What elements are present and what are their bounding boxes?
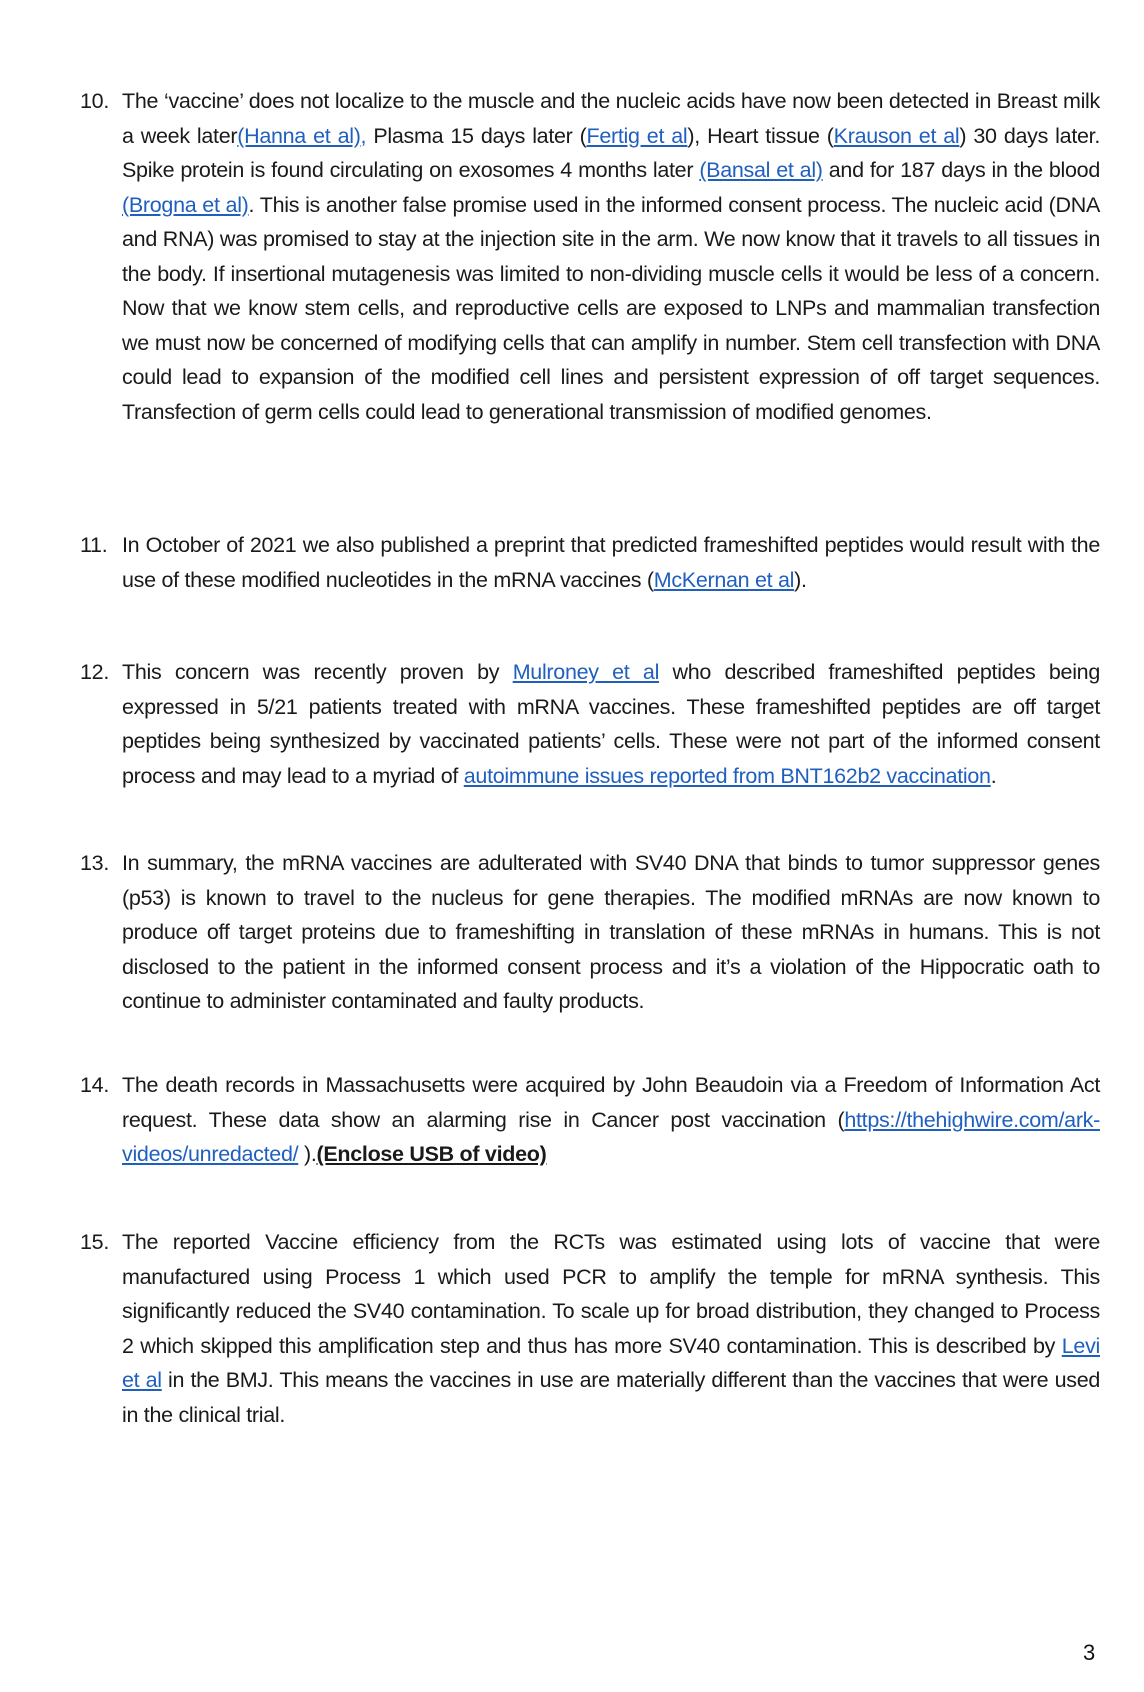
link-highwire-unredacted[interactable]: https://thehighwire.com/ark-videos/unredacted/ xyxy=(122,1107,1100,1166)
link-krauson-et-al[interactable]: Krauson et al xyxy=(833,123,960,148)
enclose-usb-note: (Enclose USB of video) xyxy=(316,1142,547,1166)
item-number: 11. xyxy=(80,533,108,557)
item-text xyxy=(122,84,1100,429)
link-bansal-et-al[interactable]: (Bansal et al) xyxy=(699,158,823,182)
item-text xyxy=(122,528,1100,597)
text-run: The reported Vaccine efficiency from the RCTs was estimated using lots of vaccine that were manufactured using Process 1 which used PCR to amplify the temple for mRNA synthesis. This significantly reduced the SV40 contamination. To scale up for broad distribution, they changed to Process 2 which skipped this amplification step and thus has more SV40 contamination. This is described by xyxy=(122,1230,1100,1358)
text-run: The ‘vaccine’ does not localize to the muscle and the nucleic acids have now been detected in Breast milk a week later xyxy=(122,89,1100,148)
text-run: . xyxy=(990,763,997,788)
text-run: ). xyxy=(794,567,807,592)
text-run: ) 30 days later. Spike protein is found circulating on exosomes 4 months later xyxy=(122,123,1100,182)
text-run: In October of 2021 we also published a preprint that predicted frameshifted peptides would result with the use of these modified nucleotides in the mRNA vaccines ( xyxy=(122,533,1100,592)
text-run: This concern was recently proven by xyxy=(122,660,513,684)
item-text xyxy=(122,655,1100,793)
text-run: in the BMJ. This means the vaccines in use are materially different than the vaccines that were used in the clinical trial. xyxy=(122,1368,1101,1427)
item-text: In summary, the mRNA vaccines are adulterated with SV40 DNA that binds to tumor suppressor genes (p53) is known to travel to the nucleus for gene therapies. The modified mRNAs are now known to produce off target proteins due to frameshifting in translation of these mRNAs in humans. This is not disclosed to the patient in the informed consent process and it’s a violation of the Hippocratic oath to continue to administer contaminated and faulty products. xyxy=(122,851,1100,1013)
item-number: 10. xyxy=(80,89,109,113)
link-levi-et-al[interactable]: Levi et al xyxy=(122,1333,1100,1392)
list-item-10 xyxy=(80,84,1100,429)
link-brogna-et-al[interactable]: (Brogna et al) xyxy=(122,192,249,217)
text-run: Plasma 15 days later ( xyxy=(366,123,587,148)
list-item-14 xyxy=(80,1068,1130,1172)
item-number: 14. xyxy=(80,1073,109,1097)
item-number: 12. xyxy=(80,660,109,684)
text-run: The death records in Massachusetts were acquired by John Beaudoin via a Freedom of Information Act request. These data show an alarming rise in Cancer post vaccination ( xyxy=(122,1073,1100,1132)
link-mckernan-et-al[interactable]: McKernan et al xyxy=(653,567,795,592)
text-run: . This is another false promise used in the informed consent process. The nucleic acid (DNA and RNA) was promised to stay at the injection site in the arm. We now know that it travels to all tissues in the body. If insertional mutagenesis was limited to non-dividing muscle cells it would be less of a concern. Now that we know stem cells, and reproductive cells are exposed to LNPs and mammalian transfection we must now be concerned of modifying cells that can amplify in number. Stem cell transfection with DNA could lead to expansion of the modified cell lines and persistent expression of off target sequences. Transfection of germ cells could lead to generational transmission of modified genomes. xyxy=(122,192,1100,424)
text-run: ). xyxy=(298,1142,317,1166)
link-hanna-et-al[interactable]: (Hanna et al), xyxy=(237,123,367,148)
list-item-13 xyxy=(80,846,1100,1019)
list-item-15 xyxy=(80,1225,1100,1432)
link-mulroney-et-al[interactable]: Mulroney et al xyxy=(512,660,660,684)
link-autoimmune-issues[interactable]: autoimmune issues reported from BNT162b2 vaccination xyxy=(463,763,991,788)
item-text xyxy=(122,1225,1100,1432)
item-text xyxy=(122,1068,1130,1172)
page-number: 3 xyxy=(1083,1640,1096,1665)
list-item-11 xyxy=(80,528,1100,597)
link-fertig-et-al[interactable]: Fertig et al xyxy=(586,123,688,148)
item-number: 15. xyxy=(80,1230,109,1254)
text-run: who described frameshifted peptides being expressed in 5/21 patients treated with mRNA vaccines. These frameshifted peptides are off target peptides being synthesized by vaccinated patients’ cells. These were not part of the informed consent process and may lead to a myriad of xyxy=(122,660,1100,788)
text-run: and for 187 days in the blood xyxy=(822,158,1100,182)
list-item-12 xyxy=(80,655,1100,793)
text-run: ), Heart tissue ( xyxy=(687,123,834,148)
item-number: 13. xyxy=(80,851,109,875)
